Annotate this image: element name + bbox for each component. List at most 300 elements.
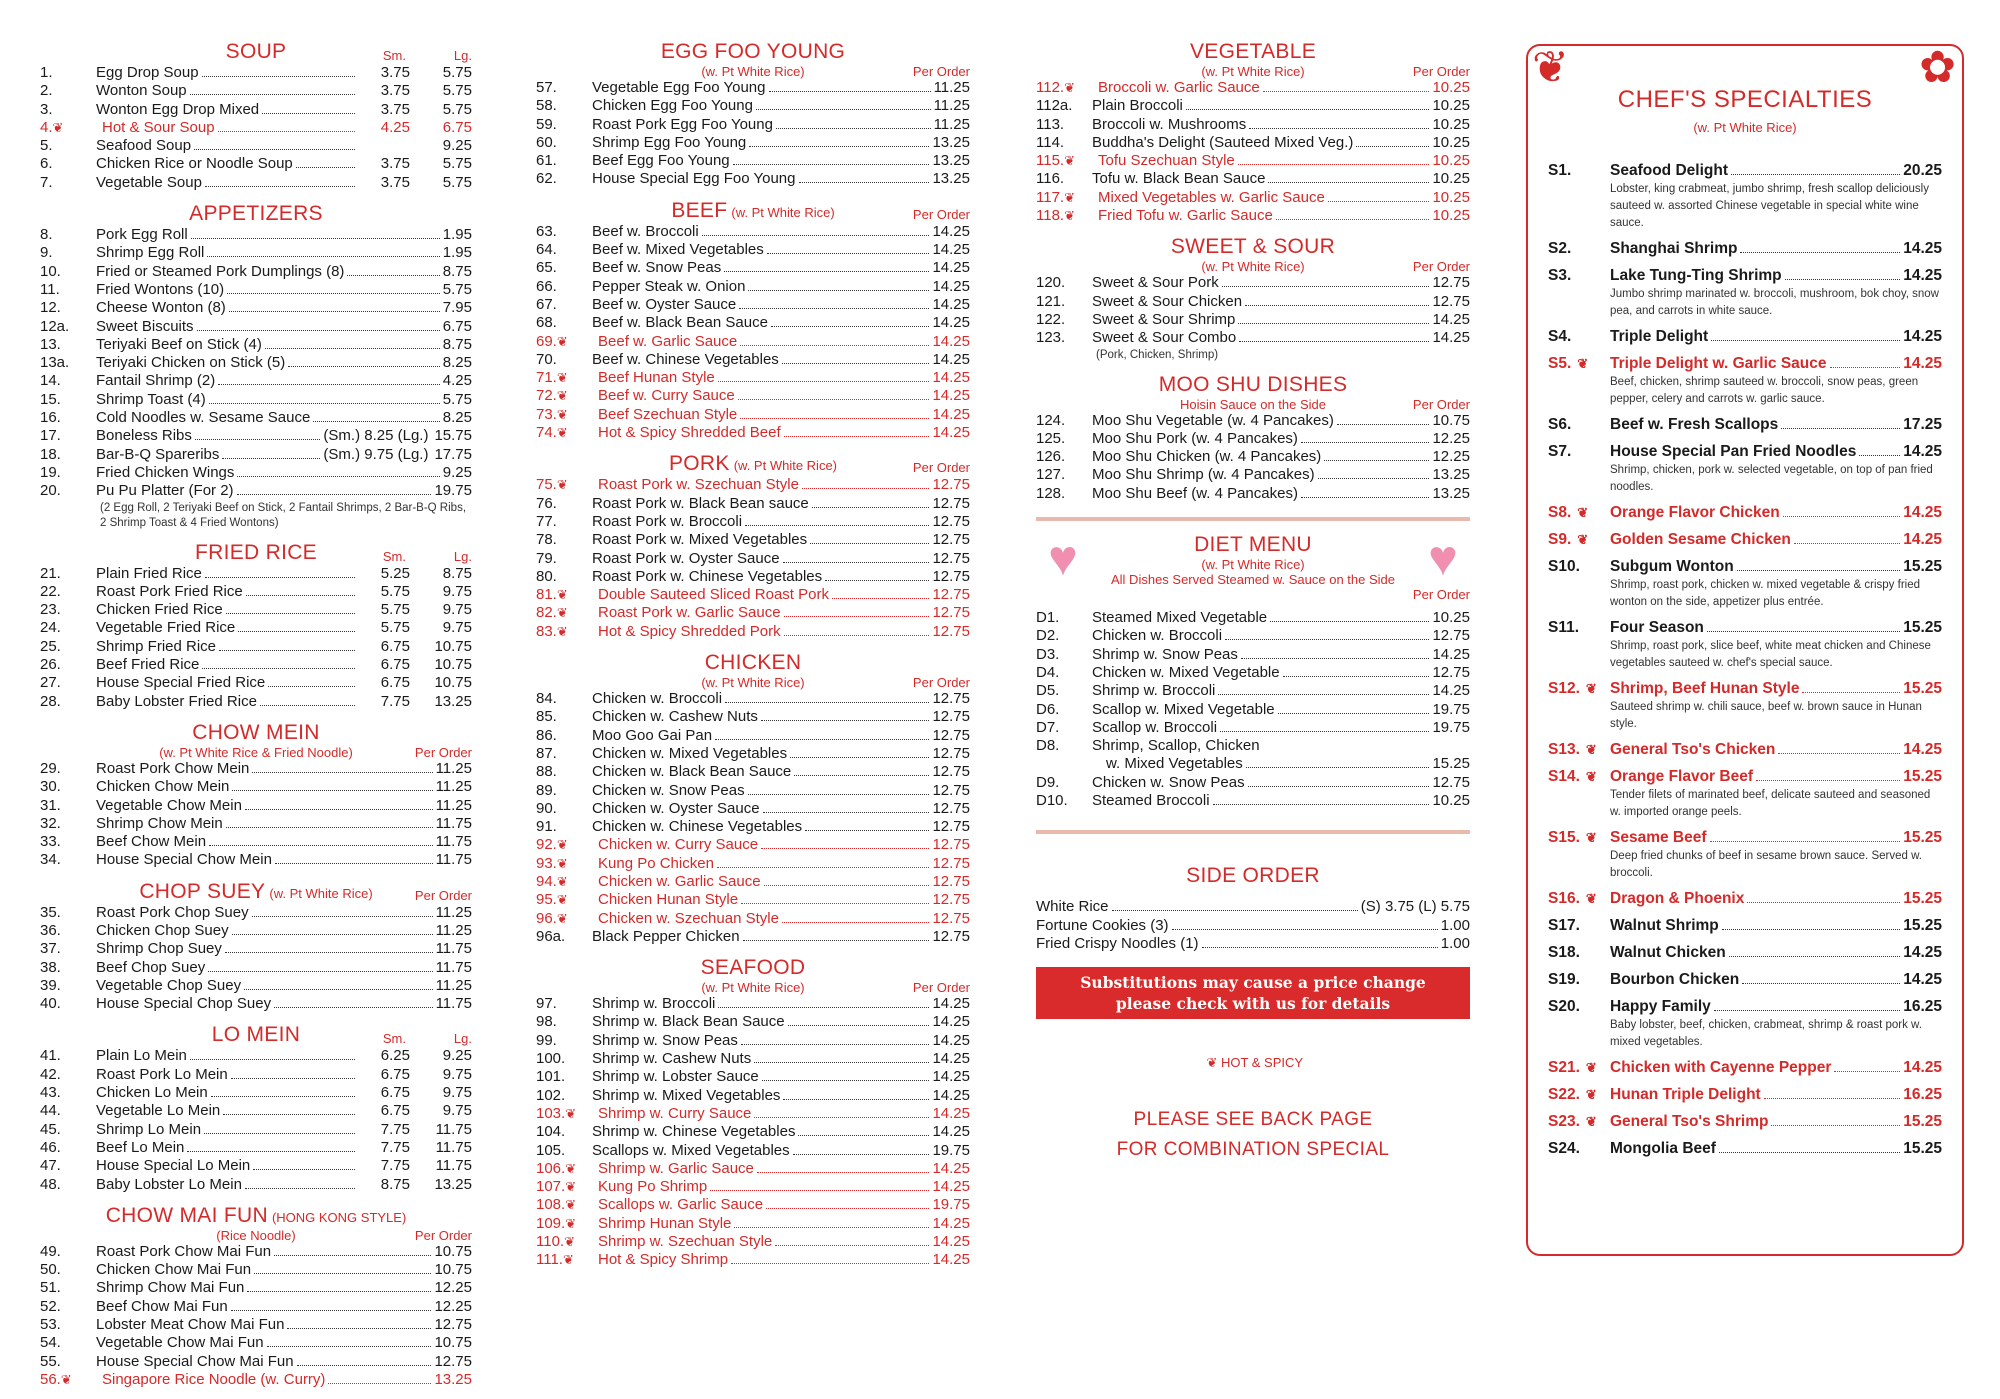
item-name: Shrimp, Beef Hunan Style bbox=[1610, 680, 1800, 697]
item-price: 12.75 bbox=[932, 622, 970, 640]
item-number-text: 26. bbox=[40, 656, 61, 674]
item-price: 14.25 bbox=[932, 1159, 970, 1177]
item-number-text: 100. bbox=[536, 1050, 566, 1068]
item-name: Beef Chow Mai Fun bbox=[96, 1297, 228, 1315]
dot-leader bbox=[211, 1096, 355, 1097]
menu-item bbox=[40, 1334, 472, 1352]
specialty-item bbox=[1548, 266, 1942, 286]
menu-item bbox=[1036, 701, 1470, 719]
item-number bbox=[536, 116, 592, 134]
item-name: Lake Tung-Ting Shrimp bbox=[1610, 267, 1782, 284]
item-price: 14.25 bbox=[932, 1178, 970, 1196]
pepper-icon: ❦ bbox=[1064, 189, 1075, 205]
item-name: Egg Drop Soup bbox=[96, 64, 199, 81]
dot-leader bbox=[219, 650, 355, 651]
item-name: Baby Lobster Lo Mein bbox=[96, 1175, 242, 1193]
item-number-text: 41. bbox=[40, 1047, 61, 1065]
dot-leader bbox=[202, 76, 355, 77]
item-number-text: 125. bbox=[1036, 429, 1066, 447]
dot-leader bbox=[252, 916, 433, 917]
item-number-text: 5. bbox=[40, 137, 53, 155]
item-name: Steamed Broccoli bbox=[1092, 792, 1210, 810]
section-spacer bbox=[1036, 503, 1470, 513]
item-price: 7.95 bbox=[442, 299, 472, 317]
item-number-text: 2. bbox=[40, 82, 53, 100]
item-price: 14.25 bbox=[932, 1068, 970, 1086]
pepper-icon: ❦ bbox=[1064, 208, 1075, 224]
menu-item bbox=[40, 101, 472, 119]
section-header bbox=[40, 721, 472, 745]
item-number bbox=[536, 424, 598, 442]
item-number-text: 54. bbox=[40, 1334, 61, 1352]
item-number bbox=[1548, 266, 1610, 286]
item-number-text: 58. bbox=[536, 97, 557, 115]
item-number-text: 10. bbox=[40, 262, 61, 280]
section-title: SWEET & SOUR bbox=[1170, 235, 1336, 259]
item-number bbox=[1036, 207, 1098, 225]
item-number bbox=[536, 531, 592, 549]
dot-leader bbox=[1222, 286, 1430, 287]
item-number bbox=[40, 904, 96, 922]
dot-leader bbox=[231, 1078, 355, 1079]
item-number-text: 79. bbox=[536, 549, 557, 567]
section-inline-note: (w. Pt White Rice) bbox=[731, 204, 835, 220]
dot-leader bbox=[246, 595, 355, 596]
item-number bbox=[40, 565, 96, 583]
item-name: Triple Delight bbox=[1610, 328, 1709, 345]
item-number bbox=[536, 604, 598, 622]
dot-leader bbox=[825, 580, 929, 581]
dot-leader bbox=[1740, 252, 1900, 253]
item-number bbox=[536, 800, 592, 818]
item-price: 12.25 bbox=[1432, 448, 1470, 466]
item-name: Vegetable Fried Rice bbox=[96, 619, 236, 637]
item-price: 12.75 bbox=[932, 476, 970, 494]
item-name: General Tso's Chicken bbox=[1610, 741, 1776, 758]
menu-item bbox=[40, 1279, 472, 1297]
item-name: Roast Pork w. Oyster Sauce bbox=[592, 549, 780, 567]
item-name: Bar-B-Q Spareribs bbox=[96, 445, 220, 463]
item-number-text: S21. bbox=[1548, 1059, 1580, 1076]
item-name: Sweet & Sour Combo bbox=[1092, 329, 1237, 347]
item-price-small: 3.75 bbox=[380, 64, 410, 81]
item-number-text: S19. bbox=[1548, 971, 1580, 988]
pepper-icon: ❦ bbox=[1585, 1060, 1597, 1075]
item-name: Plain Broccoli bbox=[1092, 97, 1183, 115]
dot-leader bbox=[766, 1208, 929, 1209]
dot-leader bbox=[1241, 658, 1430, 659]
dot-leader bbox=[1742, 983, 1900, 984]
dot-leader bbox=[1729, 956, 1901, 957]
dot-leader bbox=[743, 940, 930, 941]
item-number bbox=[536, 476, 598, 494]
item-price: 8.25 bbox=[442, 409, 472, 427]
item-number-text: 50. bbox=[40, 1261, 61, 1279]
item-number bbox=[40, 1121, 96, 1139]
item-number-text: 109. bbox=[536, 1214, 566, 1232]
dot-leader bbox=[205, 186, 355, 187]
item-price-large: 13.25 bbox=[434, 692, 472, 710]
item-price: 13.25 bbox=[932, 152, 970, 170]
item-price-large: 5.75 bbox=[442, 64, 472, 81]
menu-item bbox=[40, 1353, 472, 1371]
item-number-text: 46. bbox=[40, 1138, 61, 1156]
item-number bbox=[40, 1371, 102, 1389]
item-name: Beef Lo Mein bbox=[96, 1138, 185, 1156]
menu-item bbox=[1036, 664, 1470, 682]
item-number-text: 89. bbox=[536, 781, 557, 799]
section-subtitle-text: (w. Pt White Rice) bbox=[701, 675, 805, 691]
dot-leader bbox=[771, 326, 930, 327]
dragon-ornament-icon: ❦ bbox=[1532, 43, 1569, 92]
item-price-small: 7.75 bbox=[380, 1138, 410, 1156]
large-size-header: Lg. bbox=[453, 548, 472, 564]
dot-leader bbox=[226, 827, 433, 828]
section-title: SOUP bbox=[225, 40, 287, 63]
item-number-text: S2. bbox=[1548, 240, 1572, 257]
item-price: 11.25 bbox=[435, 921, 472, 939]
section-spacer bbox=[40, 1013, 472, 1023]
dot-leader bbox=[798, 1135, 929, 1136]
item-number-text: 55. bbox=[40, 1352, 61, 1370]
menu-column-1 bbox=[40, 40, 472, 1399]
item-price-large: 11.75 bbox=[435, 1138, 472, 1156]
item-number bbox=[1548, 161, 1610, 181]
item-number-text: 28. bbox=[40, 692, 61, 710]
dot-leader bbox=[209, 403, 440, 404]
dot-leader bbox=[748, 794, 930, 795]
item-number bbox=[40, 959, 96, 977]
menu-item bbox=[536, 97, 970, 115]
large-size-header: Lg. bbox=[453, 1031, 472, 1047]
item-number-text: 62. bbox=[536, 170, 557, 188]
menu-section bbox=[1036, 373, 1470, 513]
item-number-text: 39. bbox=[40, 976, 61, 994]
item-price-large: 8.75 bbox=[442, 564, 472, 582]
menu-item bbox=[536, 873, 970, 891]
dot-leader bbox=[1714, 1010, 1900, 1011]
item-price: 14.25 bbox=[932, 369, 970, 387]
dot-leader bbox=[197, 330, 440, 331]
item-number-text: 120. bbox=[1036, 274, 1066, 292]
item-price-small: 6.75 bbox=[380, 1102, 410, 1120]
menu-section bbox=[1036, 235, 1470, 372]
back-page-note bbox=[1036, 1105, 1470, 1165]
item-name: Vegetable Soup bbox=[96, 173, 202, 191]
dot-leader bbox=[745, 525, 929, 526]
section-title: MOO SHU DISHES bbox=[1158, 372, 1348, 396]
item-number bbox=[40, 354, 96, 372]
menu-item bbox=[40, 1121, 472, 1139]
item-number-text: 35. bbox=[40, 903, 61, 921]
section-header bbox=[1036, 373, 1470, 397]
dot-leader bbox=[1270, 621, 1429, 622]
item-number-text: 63. bbox=[536, 222, 557, 240]
pepper-icon: ❦ bbox=[556, 587, 568, 603]
pepper-icon: ❦ bbox=[565, 1197, 577, 1213]
item-name: Sweet Biscuits bbox=[96, 317, 194, 335]
item-name: Shrimp w. Broccoli bbox=[592, 995, 716, 1013]
menu-item bbox=[536, 152, 970, 170]
item-number-text: 36. bbox=[40, 921, 61, 939]
pepper-icon: ❦ bbox=[556, 873, 568, 889]
item-number-text: 59. bbox=[536, 115, 557, 133]
item-name: House Special Fried Rice bbox=[96, 674, 266, 692]
section-subtitle bbox=[40, 1228, 472, 1243]
menu-item bbox=[536, 369, 970, 387]
item-number: D5. bbox=[1036, 682, 1060, 700]
item-name: Chicken w. Szechuan Style bbox=[598, 909, 779, 927]
item-number bbox=[536, 369, 598, 387]
item-price: 14.25 bbox=[1432, 329, 1470, 347]
dot-leader bbox=[187, 1151, 355, 1152]
dot-leader bbox=[741, 903, 929, 904]
dot-leader bbox=[296, 167, 355, 168]
item-price: 14.25 bbox=[932, 222, 970, 240]
menu-item bbox=[40, 1371, 472, 1389]
menu-item bbox=[1036, 609, 1470, 627]
pepper-icon: ❦ bbox=[52, 119, 64, 135]
item-price-small: 5.75 bbox=[380, 619, 410, 637]
menu-item bbox=[536, 604, 970, 622]
item-number-text: 69. bbox=[536, 332, 557, 350]
specialty-item bbox=[1548, 943, 1942, 963]
item-name: Vegetable Chop Suey bbox=[96, 976, 242, 994]
item-number: D4. bbox=[1036, 663, 1060, 681]
item-name: Teriyaki Beef on Stick (4) bbox=[96, 335, 262, 353]
item-number bbox=[536, 170, 592, 188]
dot-leader bbox=[297, 1365, 432, 1366]
dot-leader bbox=[223, 1114, 355, 1115]
item-name: Chicken Egg Foo Young bbox=[592, 97, 753, 115]
item-number bbox=[1036, 274, 1092, 292]
item-name: Roast Pork w. Chinese Vegetables bbox=[592, 567, 823, 585]
item-number-text: 90. bbox=[536, 799, 557, 817]
section-subtitle-text: (w. Pt White Rice) bbox=[1201, 259, 1305, 275]
item-price: 14.25 bbox=[932, 405, 970, 423]
item-name: Roast Pork w. Broccoli bbox=[592, 512, 743, 530]
item-number bbox=[40, 1316, 96, 1334]
per-order-header: Per Order bbox=[1412, 396, 1470, 412]
specialty-item bbox=[1548, 503, 1942, 523]
item-number bbox=[536, 891, 598, 909]
item-price-small: 7.75 bbox=[380, 1157, 410, 1175]
item-number bbox=[1036, 448, 1092, 466]
item-number bbox=[40, 101, 96, 119]
dot-leader bbox=[229, 311, 440, 312]
menu-section bbox=[40, 1204, 472, 1399]
item-number: D9. bbox=[1036, 773, 1060, 791]
per-order-header: Per Order bbox=[1412, 259, 1470, 275]
item-name: Fortune Cookies (3) bbox=[1036, 916, 1169, 934]
item-number bbox=[40, 263, 96, 281]
menu-section bbox=[40, 541, 472, 721]
specialty-item bbox=[1548, 740, 1942, 760]
dot-leader bbox=[1834, 1071, 1900, 1072]
menu-item bbox=[536, 818, 970, 836]
item-price-large: 9.75 bbox=[442, 1084, 472, 1102]
item-price: 14.25 bbox=[1903, 504, 1942, 521]
dot-leader bbox=[757, 1172, 930, 1173]
menu-item bbox=[1036, 792, 1470, 810]
section-spacer bbox=[536, 442, 970, 452]
item-number-text: 52. bbox=[40, 1297, 61, 1315]
item-price: 13.25 bbox=[1432, 484, 1470, 502]
item-price: 11.25 bbox=[435, 903, 472, 921]
item-number-text: S4. bbox=[1548, 328, 1572, 345]
item-number bbox=[1036, 466, 1092, 484]
dot-leader bbox=[275, 863, 433, 864]
item-price: 16.25 bbox=[1903, 1086, 1942, 1103]
item-number bbox=[40, 815, 96, 833]
pepper-icon: ❦ bbox=[1585, 1114, 1597, 1129]
item-name: Beef w. Fresh Scallops bbox=[1610, 416, 1779, 433]
item-name: House Special Chop Suey bbox=[96, 995, 272, 1013]
menu-item bbox=[536, 891, 970, 909]
dot-leader bbox=[715, 739, 929, 740]
dot-leader bbox=[740, 345, 929, 346]
item-name: Chicken w. Broccoli bbox=[592, 690, 723, 708]
item-name: Sweet & Sour Shrimp bbox=[1092, 310, 1236, 328]
menu-item bbox=[536, 708, 970, 726]
item-number bbox=[40, 372, 96, 390]
menu-item bbox=[40, 174, 472, 192]
notice-line: Substitutions may cause a price change bbox=[1080, 973, 1426, 993]
item-number-text: S23. bbox=[1548, 1113, 1580, 1130]
dot-leader bbox=[756, 109, 931, 110]
item-number-text: 13. bbox=[40, 335, 61, 353]
menu-item bbox=[536, 259, 970, 277]
item-price-small: 3.75 bbox=[380, 100, 410, 118]
pepper-icon: ❦ bbox=[564, 1234, 575, 1250]
item-name: Beef Szechuan Style bbox=[598, 405, 738, 423]
dot-leader bbox=[1218, 694, 1429, 695]
item-price: 10.25 bbox=[1432, 79, 1470, 96]
specialty-item bbox=[1548, 327, 1942, 347]
item-number bbox=[536, 296, 592, 314]
item-price: 10.25 bbox=[1432, 170, 1470, 188]
item-number bbox=[40, 601, 96, 619]
item-number bbox=[536, 910, 598, 928]
dot-leader bbox=[754, 1062, 929, 1063]
item-number-text: 112. bbox=[1036, 79, 1065, 96]
specialty-item bbox=[1548, 530, 1942, 550]
dot-leader bbox=[262, 113, 355, 114]
item-number bbox=[40, 674, 96, 692]
menu-item bbox=[536, 1142, 970, 1160]
menu-item bbox=[40, 693, 472, 711]
specialty-item bbox=[1548, 618, 1942, 638]
menu-item bbox=[536, 314, 970, 332]
item-number-text: 110. bbox=[536, 1233, 565, 1251]
menu-item bbox=[536, 910, 970, 928]
item-price: 12.75 bbox=[1432, 627, 1470, 645]
item-name: Chicken with Cayenne Pepper bbox=[1610, 1059, 1832, 1076]
item-name: Chicken Rice or Noodle Soup bbox=[96, 155, 293, 173]
item-price-small: 6.25 bbox=[380, 1047, 410, 1065]
item-name: Plain Lo Mein bbox=[96, 1047, 187, 1065]
item-number-text: S9. bbox=[1548, 531, 1572, 548]
item-number-text: 74. bbox=[536, 424, 557, 442]
item-price: 12.75 bbox=[932, 690, 970, 708]
per-order-header: Per Order bbox=[414, 1227, 472, 1243]
item-number bbox=[536, 855, 598, 873]
back-page-line: PLEASE SEE BACK PAGE bbox=[1133, 1109, 1373, 1131]
item-price-large: 13.25 bbox=[434, 1175, 472, 1193]
item-number bbox=[536, 568, 592, 586]
menu-item bbox=[536, 1087, 970, 1105]
item-number bbox=[1036, 116, 1092, 134]
item-name: General Tso's Shrimp bbox=[1610, 1113, 1769, 1130]
section-header bbox=[40, 40, 472, 64]
item-number bbox=[536, 586, 598, 604]
item-number bbox=[1036, 485, 1092, 503]
section-spacer bbox=[536, 1270, 970, 1280]
dot-leader bbox=[1213, 804, 1430, 805]
item-name: Hot & Spicy Shrimp bbox=[598, 1251, 729, 1269]
menu-item bbox=[40, 464, 472, 482]
item-number-text: 107. bbox=[536, 1178, 566, 1196]
item-size-prices: (Sm.) 8.25 (Lg.) bbox=[323, 427, 429, 445]
specialty-item bbox=[1548, 354, 1942, 374]
section-title: CHOP SUEY bbox=[139, 879, 266, 903]
item-number bbox=[40, 336, 96, 354]
item-description: Shrimp, chicken, pork w. selected vegetable, on top of pan fried noodles. bbox=[1610, 464, 1933, 493]
dot-leader bbox=[1249, 128, 1429, 129]
item-number-text: 48. bbox=[40, 1175, 61, 1193]
dot-leader bbox=[738, 399, 930, 400]
item-name: Chicken w. Garlic Sauce bbox=[598, 872, 761, 890]
dot-leader bbox=[1764, 1098, 1901, 1099]
column-3-sections bbox=[1036, 40, 1470, 513]
dot-leader bbox=[313, 421, 440, 422]
item-name: Shrimp Chow Mein bbox=[96, 814, 223, 832]
item-number bbox=[536, 1050, 592, 1068]
item-price-large: 11.75 bbox=[435, 1157, 472, 1175]
side-order-item bbox=[1036, 917, 1470, 935]
section-spacer bbox=[40, 1389, 472, 1399]
section-spacer bbox=[1036, 225, 1470, 235]
chef-specialties-panel bbox=[1526, 44, 1964, 1256]
per-order-header: Per Order bbox=[912, 675, 970, 691]
item-number-text: 91. bbox=[536, 818, 557, 836]
item-number bbox=[1548, 943, 1610, 963]
menu-item bbox=[40, 940, 472, 958]
item-price-large: 9.75 bbox=[442, 619, 472, 637]
specialty-item bbox=[1548, 1085, 1942, 1105]
item-price: 8.25 bbox=[442, 354, 472, 372]
item-name: Beef w. Garlic Sauce bbox=[598, 332, 738, 350]
item-number-text: S14. bbox=[1548, 768, 1580, 785]
menu-item bbox=[536, 800, 970, 818]
item-price: 11.25 bbox=[435, 796, 472, 814]
pepper-icon: ❦ bbox=[1064, 80, 1075, 95]
menu-item bbox=[40, 1047, 472, 1065]
menu-item bbox=[40, 904, 472, 922]
item-number bbox=[1548, 327, 1610, 347]
menu-section bbox=[536, 199, 970, 453]
section-header bbox=[1036, 235, 1470, 259]
item-name: Four Season bbox=[1610, 619, 1704, 636]
item-price: 12.75 bbox=[1432, 292, 1470, 310]
item-name: White Rice bbox=[1036, 898, 1109, 916]
item-number bbox=[536, 314, 592, 332]
item-number-text: 13a. bbox=[40, 354, 70, 372]
menu-item bbox=[536, 513, 970, 531]
item-name: Beef Chop Suey bbox=[96, 958, 206, 976]
dot-leader bbox=[1737, 570, 1901, 571]
menu-item bbox=[1036, 152, 1470, 170]
